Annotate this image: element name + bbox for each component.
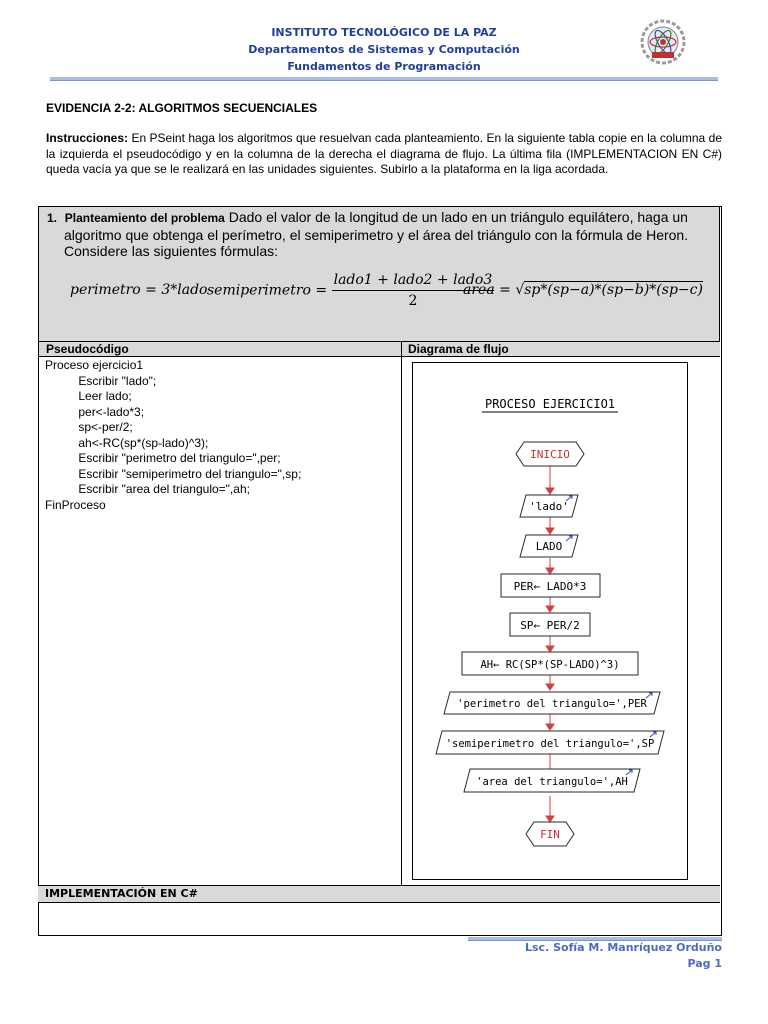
flow-proc3-label: AH← RC(SP*(SP-LADO)^3) (480, 659, 620, 671)
formula-perimetro: perimetro = 3*lado (70, 282, 208, 298)
flow-out4-label: 'area del triangulo=',AH (476, 776, 628, 788)
pseudocode-line: FinProceso (45, 497, 106, 512)
institution-name: INSTITUTO TECNOLÓGICO DE LA PAZ (271, 26, 497, 39)
formula-semi-denominator: 2 (408, 293, 418, 309)
flow-out3-label: 'semiperimetro del triangulo=',SP (445, 738, 655, 750)
instructions-label: Instrucciones: (46, 131, 129, 145)
instructions-paragraph (46, 131, 722, 178)
flow-out2-label: 'perimetro del triangulo=',PER (457, 698, 647, 710)
pseudocode-line: Escribir "area del triangulo=",ah; (45, 482, 250, 496)
flow-end-label: FIN (540, 828, 560, 841)
document-title: EVIDENCIA 2-2: ALGORITMOS SECUENCIALES (46, 101, 318, 115)
header-rule (50, 77, 718, 81)
pseudocode-line: Escribir "semiperimetro del triangulo=",sp; (45, 466, 302, 481)
pseudocode-line: Escribir "perimetro del triangulo=",per; (45, 451, 281, 465)
pseudocode-line: sp<-per/2; (45, 420, 133, 434)
formula-semi-lhs: semiperimetro = (207, 282, 328, 299)
problem-statement (47, 209, 713, 260)
flow-out1-label: 'lado' (529, 500, 569, 513)
problem-line-3: Considere las siguientes fórmulas: (64, 243, 278, 259)
footer-page-number: Pag 1 (687, 957, 722, 970)
problem-label: Planteamiento del problema (64, 211, 225, 225)
formula-area-lhs: area = (463, 282, 511, 298)
institution-logo-icon (634, 17, 692, 67)
flowchart-title: PROCESO EJERCICIO1 (484, 397, 616, 411)
flow-start-label: INICIO (530, 448, 570, 461)
course-name: Fundamentos de Programación (287, 60, 481, 73)
flowchart-diagram (412, 362, 688, 880)
pseudocode-line: per<-lado*3; (45, 404, 145, 419)
flow-in1-label: LADO (535, 540, 563, 553)
instructions-text: En PSeint haga los algoritmos que resuelvan cada planteamiento. En la siguiente tabla copie en la columna de la izquierda el pseudocódigo y en la columna de la derecha el diagrama de flujo. La última fila (IMPLEMENTACION EN C#) queda vacía ya que se le realizará en las unidades siguientes. Subirlo a la plataforma en la liga acordada. (46, 131, 722, 176)
problem-number: 1. (47, 211, 58, 225)
formula-area (463, 282, 703, 298)
pseudocode-line: ah<-RC(sp*(sp-lado)^3); (45, 435, 209, 450)
implementation-header: IMPLEMENTACIÓN EN C# (38, 885, 720, 903)
pseudocode-block (45, 358, 301, 513)
pseudocode-line: Leer lado; (45, 389, 132, 403)
formula-area-radicand: sp*(sp−a)*(sp−b)*(sp−c) (524, 282, 703, 298)
formula-semiperimetro (207, 272, 494, 309)
diagram-column-header: Diagrama de flujo (402, 342, 720, 357)
flow-proc2-label: SP← PER/2 (520, 619, 580, 632)
department-name: Departamentos de Sistemas y Computación (248, 43, 520, 56)
formula-semi-numerator: lado1 + lado2 + lado3 (332, 272, 495, 291)
pseudocode-line: Proceso ejercicio1 (45, 358, 144, 372)
pseudocode-line: Escribir "lado"; (45, 373, 157, 388)
pseudocode-column-header: Pseudocódigo (39, 342, 401, 357)
footer-author: Lsc. Sofía M. Manríquez Orduño (525, 941, 722, 954)
column-divider (401, 342, 402, 885)
problem-line-1: Dado el valor de la longitud de un lado en un triángulo equilátero, haga un (224, 209, 688, 225)
flow-proc1-label: PER← LADO*3 (513, 580, 587, 593)
problem-line-2: algoritmo que obtenga el perímetro, el semiperimetro y el área del triángulo con la fórmula de Heron. (64, 226, 689, 243)
sqrt-icon: √ (515, 282, 525, 298)
